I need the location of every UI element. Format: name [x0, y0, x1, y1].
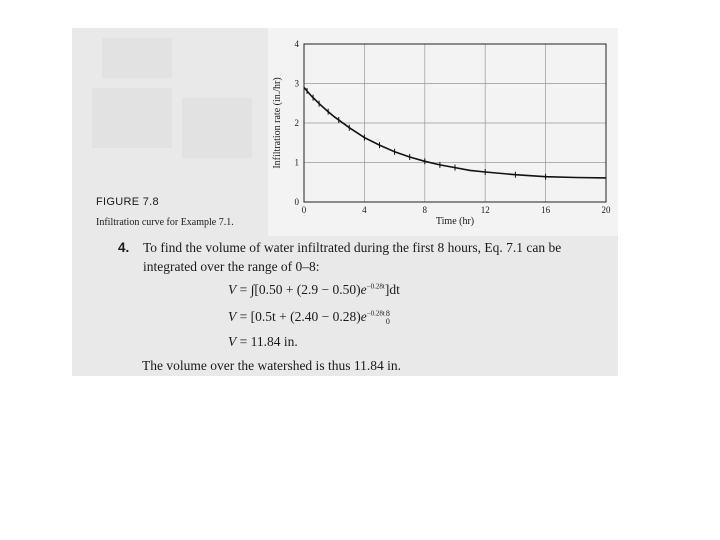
y-axis-label: Infiltration rate (in./hr) — [272, 77, 283, 169]
eq3-rel: = — [239, 334, 248, 349]
eq1-e: e — [360, 282, 367, 297]
eq1-lhs: V — [228, 282, 237, 297]
x-tick-label: 4 — [362, 205, 367, 215]
eq2-rel: = — [239, 309, 248, 324]
eq1-prefix: ∫[0.50 + (2.9 − 0.50) — [250, 282, 361, 297]
equation-3 — [228, 334, 298, 350]
eq1-suffix: ]dt — [384, 282, 400, 297]
y-tick-label: 2 — [294, 118, 299, 128]
eq2-lhs: V — [228, 309, 237, 324]
eq2-e: e — [360, 309, 367, 324]
background-block — [92, 88, 172, 148]
textbook-scan — [72, 28, 618, 376]
figure-label: FIGURE 7.8 — [96, 196, 159, 208]
x-tick-label: 0 — [301, 205, 307, 215]
y-tick-label: 3 — [294, 78, 299, 89]
x-axis-label: Time (hr) — [435, 216, 475, 227]
equation-1 — [228, 282, 400, 298]
x-tick-label: 12 — [480, 205, 490, 215]
eq2-prefix: [0.5t + (2.40 − 0.28) — [250, 309, 361, 324]
step-number: 4. — [118, 240, 130, 255]
x-tick-label: 8 — [422, 205, 428, 215]
step-text: To find the volume of water infiltrated during the first 8 hours, Eq. 7.1 can be integrated over the range of 0–8: — [143, 240, 562, 274]
y-tick-label: 0 — [294, 197, 299, 207]
eq3-lhs: V — [228, 334, 237, 349]
y-tick-label: 4 — [294, 39, 299, 49]
infiltration-chart — [268, 28, 618, 236]
eq3-value: 11.84 in. — [250, 334, 298, 349]
conclusion-text: The volume over the watershed is thus 11.84 in. — [142, 358, 401, 373]
eq2-exponent: −0.28t — [366, 309, 385, 318]
figure-caption: Infiltration curve for Example 7.1. — [96, 217, 234, 228]
background-block — [102, 38, 172, 78]
eq1-rel: = — [239, 282, 248, 297]
equation-2 — [228, 309, 390, 326]
x-tick-label: 20 — [601, 205, 611, 215]
eq2-upper-limit: 8 — [385, 308, 390, 318]
y-tick-label: 1 — [294, 157, 299, 168]
chart-background — [268, 28, 618, 236]
background-block — [182, 98, 252, 158]
x-tick-label: 16 — [541, 205, 551, 215]
step-4 — [118, 238, 618, 276]
eq2-lower-limit: 0 — [385, 316, 390, 326]
eq1-exponent: −0.28t — [366, 282, 385, 291]
eq2-limits — [386, 310, 390, 326]
